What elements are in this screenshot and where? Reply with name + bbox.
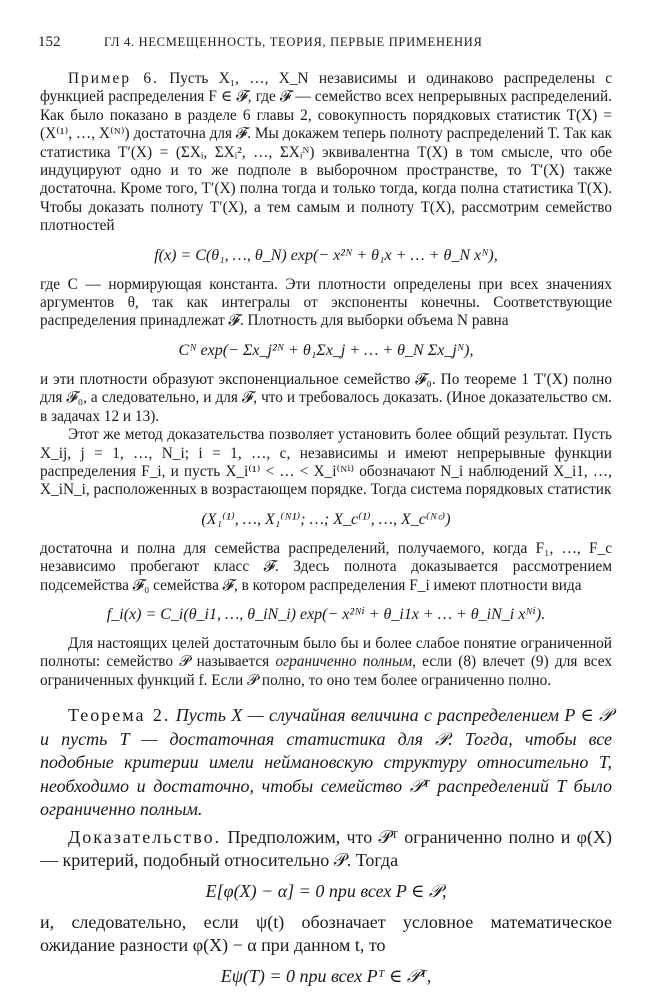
paragraph-normalizing: где C — нормирующая константа. Эти плотности определены при всех значениях аргументов θ, так как интегралы от экспоненты конечны. Соответствующие распределения принадлежат 𝓕. Плотность для выборки объема N равна <box>40 275 612 330</box>
paragraph-exponential: и эти плотности образуют экспоненциальное семейство 𝓕₀. По теореме 1 T′(X) полно для 𝓕₀, а следовательно, и для 𝓕, что и требовалось доказать. (Иное доказательство см. в задачах 12 и 13). <box>40 370 612 425</box>
proof-paragraph <box>40 826 612 872</box>
example-text: Пусть X₁, …, X_N независимы и одинаково распределены с функцией распределения F ∈ 𝓕, где 𝓕 — семейство всех непрерывных распределений. Как было показано в разделе 6 главы 2, совокупность порядковых статистик T(X) = (X⁽¹⁾, …, X⁽ᴺ⁾) достаточна для 𝓕. Мы докажем теперь полноту распределений T. Так как статистика T′(X) = (ΣXᵢ, ΣXᵢ², …, ΣXᵢᴺ) эквивалентна T(X) в том смысле, что обе индуцируют одно и то же подполе в выборочном пространстве, то T′(X) также достаточна. Кроме того, T′(X) полна тогда и только тогда, когда полна статистика T(X). Чтобы доказать полноту T′(X), а тем самым и полноту T(X), рассмотрим семейство плотностей <box>40 70 613 235</box>
term-bounded-complete: ограниченно полным <box>275 653 413 671</box>
formula-sample-density: Cᴺ exp(− Σx_j²ᴺ + θ₁Σx_j + … + θ_N Σx_jᴺ), <box>178 341 474 359</box>
proof-text: Предположим, что 𝒫ᵀ ограниченно полно и φ(X) — критерий, подобный относительно 𝒫. Тогда <box>40 826 613 870</box>
page-number: 152 <box>38 34 61 50</box>
formula-expectation: E[φ(X) − α] = 0 при всех P ∈ 𝒫, <box>205 880 447 901</box>
running-head: ГЛ 4. НЕСМЕЩЕННОСТЬ, ТЕОРИЯ, ПЕРВЫЕ ПРИМЕНЕНИЯ <box>104 35 483 49</box>
paragraph-subfamily: достаточна и полна для семейства распределений, получаемого, когда F₁, …, F_c независимо пробегают класс 𝓕. Здесь полнота доказывается рассмотрением подсемейства 𝓕₀ семейства 𝓕, в котором распределения F_i имеют плотности вида <box>40 539 612 594</box>
formula-order-statistics: (X₁⁽¹⁾, …, X₁⁽ᴺ¹⁾; …; X_c⁽¹⁾, …, X_c⁽ᴺᶜ⁾) <box>201 510 451 528</box>
paragraph-conditional-expectation: и, следовательно, если ψ(t) обозначает условное математическое ожидание разности φ(X) − α при данном t, то <box>40 911 612 955</box>
theorem-label: Теорема 2. <box>68 705 171 726</box>
example-label: Пример 6. <box>68 70 159 87</box>
formula-density: f(x) = C(θ₁, …, θ_N) exp(− x²ᴺ + θ₁x + … + θ_N xᴺ), <box>154 246 498 264</box>
example-6-paragraph <box>40 70 612 236</box>
theorem-2 <box>40 704 612 822</box>
paragraph-bounded-completeness: Для настоящих целей достаточным было бы и более слабое понятие ограниченной полноты: семейство 𝒫 называется ограниченно полным, если (8) влечет (9) для всех ограниченных функций f. Если 𝒫 полно, то оно тем более ограниченно полно. <box>40 634 612 689</box>
page-header <box>34 34 617 54</box>
formula-psi-expectation: Eψ(T) = 0 при всех Pᵀ ∈ 𝒫ᵀ, <box>220 965 432 986</box>
page-body <box>40 70 612 996</box>
paragraph-general-result: Этот же метод доказательства позволяет установить более общий результат. Пусть X_ij, j = 1, …, N_i; i = 1, …, c, независимы и имеют непрерывные функции распределения F_i, и пусть X_i⁽¹⁾ < … < X_i⁽ᴺⁱ⁾ обозначают N_i наблюдений X_i1, …, X_iN_i, расположенных в возрастающем порядке. Тогда система порядковых статистик <box>40 426 612 499</box>
theorem-text: Пусть X — случайная величина с распределением P ∈ 𝒫 и пусть T — достаточная статистика для 𝒫. Тогда, чтобы все подобные критерии имели неймановскую структуру относительно T, необходимо и достаточно, чтобы семейство 𝒫ᵀ распределений T было ограниченно полным. <box>40 705 613 820</box>
proof-label: Доказательство. <box>68 826 222 847</box>
formula-subfamily-density: f_i(x) = C_i(θ_i1, …, θ_iN_i) exp(− x²ᴺⁱ + θ_i1x + … + θ_iN_i xᴺⁱ). <box>106 605 546 623</box>
